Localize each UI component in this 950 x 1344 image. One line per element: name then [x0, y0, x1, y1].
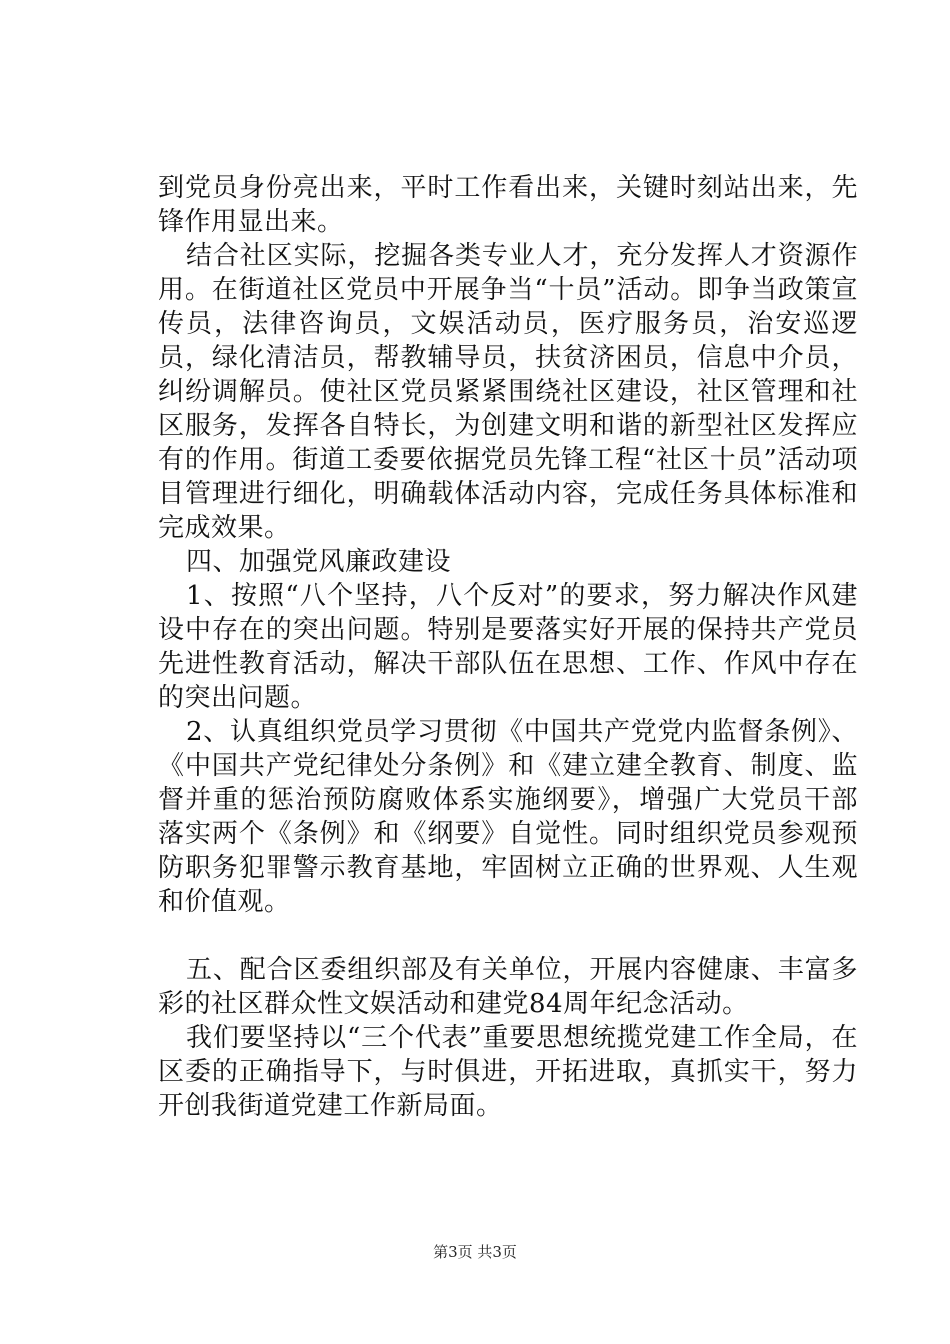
section-heading-five: 五、配合区委组织部及有关单位，开展内容健康、丰富多彩的社区群众性文娱活动和建党84周年纪念活动。	[158, 955, 858, 1019]
paragraph-item-two: 2、认真组织党员学习贯彻《中国共产党党内监督条例》、《中国共产党纪律处分条例》和《建立建全教育、制度、监督并重的惩治预防腐败体系实施纲要》，增强广大党员干部落实两个《条例》和《纲要》自觉性。同时组织党员参观预防职务犯罪警示教育基地，牢固树立正确的世界观、人生观和价值观。	[158, 717, 858, 917]
section-heading-four: 四、加强党风廉政建设	[186, 547, 452, 577]
paragraph-continuation: 到党员身份亮出来，平时工作看出来，关键时刻站出来，先锋作用显出来。	[158, 173, 858, 237]
paragraph-conclusion: 我们要坚持以“三个代表”重要思想统揽党建工作全局，在区委的正确指导下，与时俱进，开拓进取，真抓实干，努力开创我街道党建工作新局面。	[158, 1023, 858, 1121]
paragraph-community-talent: 结合社区实际，挖掘各类专业人才，充分发挥人才资源作用。在街道社区党员中开展争当“十员”活动。即争当政策宣传员，法律咨询员，文娱活动员，医疗服务员，治安巡逻员，绿化清洁员，帮教辅导员，扶贫济困员，信息中介员，纠纷调解员。使社区党员紧紧围绕社区建设，社区管理和社区服务，发挥各自特长，为创建文明和谐的新型社区发挥应有的作用。街道工委要依据党员先锋工程“社区十员”活动项目管理进行细化，明确载体活动内容，完成任务具体标准和完成效果。	[158, 241, 858, 543]
document-body	[158, 171, 858, 1123]
page-number-footer: 第3页 共3页	[433, 1243, 517, 1261]
paragraph-item-one: 1、按照“八个坚持，八个反对”的要求，努力解决作风建设中存在的突出问题。特别是要落实好开展的保持共产党员先进性教育活动，解决干部队伍在思想、工作、作风中存在的突出问题。	[158, 581, 858, 713]
